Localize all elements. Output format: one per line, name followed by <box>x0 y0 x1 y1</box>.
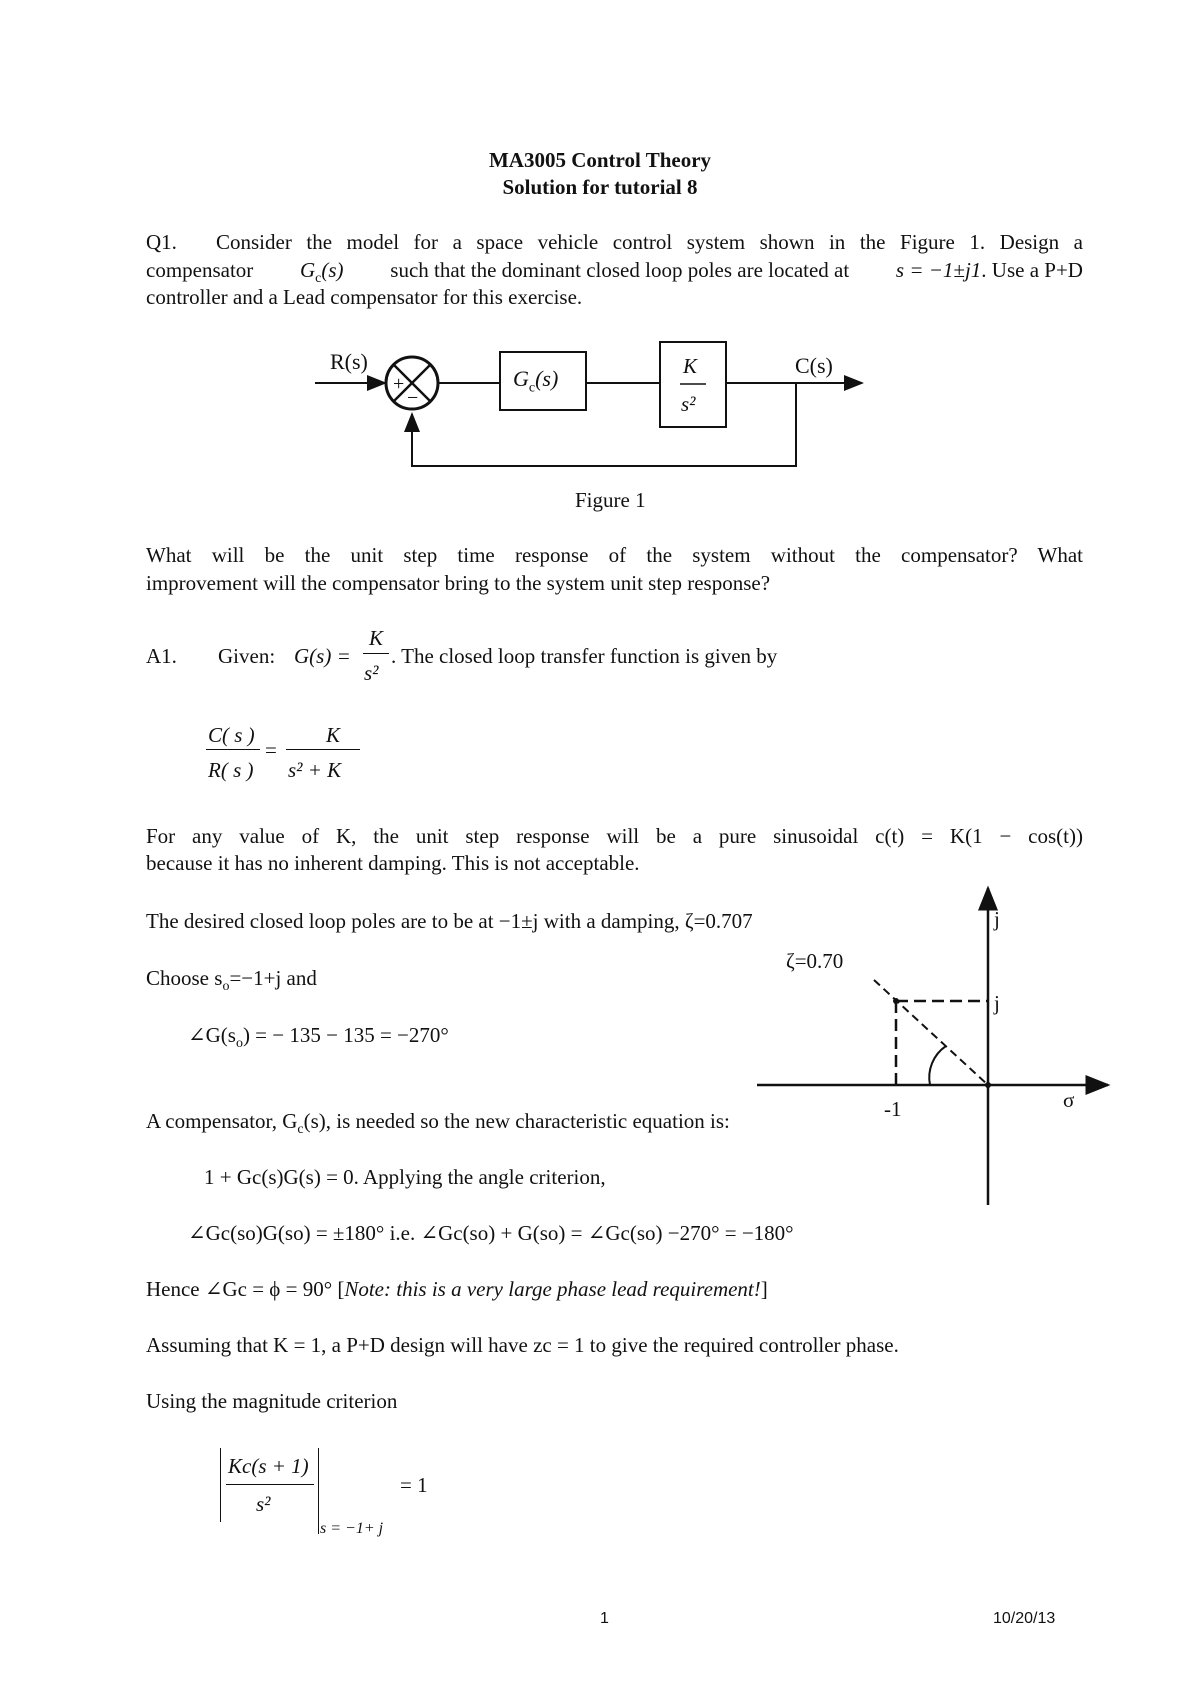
splane-minus-one: -1 <box>884 1097 902 1121</box>
angle-criterion-line: ∠Gc(so)G(so) = ±180° i.e. ∠Gc(so) + G(so) = ∠Gc(so) −270° = −180° <box>188 1221 794 1245</box>
input-label: R(s) <box>330 349 368 374</box>
question-poles-text: such that the dominant closed loop poles are located at <box>390 258 850 282</box>
assuming-line: Assuming that K = 1, a P+D design will have zc = 1 to give the required controller phase. <box>146 1333 899 1357</box>
answer-label: A1. <box>146 644 177 668</box>
question2-line-2: improvement will the compensator bring to the system unit step response? <box>146 571 771 595</box>
answer-closed-loop-text: . The closed loop transfer function is given by <box>391 644 778 668</box>
splane-zeta: ζ=0.70 <box>786 949 844 973</box>
tf-lhs-numerator: C( s ) <box>208 723 255 747</box>
hence-text: Hence ∠Gc = ϕ = 90° [ <box>146 1277 345 1301</box>
mag-fraction-bar <box>226 1484 314 1485</box>
angle-g-line: $\angle G(s_o)$ = − 135 − 135 = −270° <box>188 1023 449 1052</box>
char-eq-line: 1 + Gc(s)G(s) = 0. Applying the angle criterion, <box>204 1165 606 1189</box>
gc-symbol: $G_c(s)$ <box>300 258 344 287</box>
splane-j-top: j <box>994 907 1000 931</box>
question-poles-value: s = −1±j1 <box>895 258 982 282</box>
question2-line-1: What will be the unit step time response of the system without the compensator? What <box>146 543 1083 567</box>
gs-numerator: K <box>369 626 384 650</box>
choose-sub: o <box>222 979 230 995</box>
question-pd-text: . Use a P+D <box>981 258 1083 282</box>
angle-g-text: ∠G(s <box>188 1023 236 1047</box>
angle-arc <box>929 1046 946 1085</box>
gs-denominator: s² <box>364 661 379 685</box>
tf-rhs-bar <box>286 749 360 750</box>
desired-poles: The desired closed loop poles are to be at −1±j with a damping, ζ=0.707 <box>146 909 753 933</box>
mag-rhs: = 1 <box>400 1473 428 1497</box>
splane-j-mid: j <box>994 991 1000 1015</box>
gs-fraction-bar <box>363 653 389 654</box>
compensator-line: A compensator, $G_c(s)$, is needed so the new characteristic equation is: <box>146 1109 730 1138</box>
mag-bar-right <box>318 1448 319 1534</box>
footer-date: 10/20/13 <box>993 1610 1056 1627</box>
hence-end: ] <box>760 1277 768 1301</box>
choose-line <box>146 965 317 1000</box>
question-line-1: Consider the model for a space vehicle control system shown in the Figure 1. Design a <box>216 230 1083 254</box>
s-plane-plot <box>757 888 1108 1205</box>
hence-note: Note: this is a very large phase lead requirement! <box>344 1277 761 1301</box>
output-label: C(s) <box>795 353 833 378</box>
question-line-3: controller and a Lead compensator for this exercise. <box>146 285 583 309</box>
splane-sigma: σ <box>1063 1088 1075 1112</box>
step-line-2: because it has no inherent damping. This is not acceptable. <box>146 851 640 875</box>
minus-sign: − <box>407 387 419 409</box>
choose-text: Choose s <box>146 966 223 990</box>
figure-caption: Figure 1 <box>575 488 646 512</box>
tf-rhs-numerator: K <box>326 723 341 747</box>
page-title: MA3005 Control Theory <box>488 148 712 172</box>
compensator-rest: (s), is needed so the new characteristic equation is: <box>303 1109 730 1133</box>
angle-g-rest: ) = − 135 − 135 = −270° <box>242 1023 449 1047</box>
plant-numerator: K <box>683 354 698 378</box>
tf-equals: = <box>265 738 277 762</box>
mag-denominator: s² <box>256 1492 271 1516</box>
answer-given: Given: <box>218 644 276 668</box>
feedback-path <box>412 383 796 466</box>
magnitude-line: Using the magnitude criterion <box>146 1389 398 1413</box>
tf-lhs-bar <box>206 749 260 750</box>
page-subtitle: Solution for tutorial 8 <box>502 175 698 199</box>
pole-marker <box>893 998 899 1004</box>
mag-subscript: s = −1+ j <box>320 1520 384 1537</box>
controller-label: $G_c(s)$ <box>513 366 559 396</box>
mag-numerator: Kc(s + 1) <box>228 1454 309 1478</box>
plus-sign: + <box>393 373 405 395</box>
question-compensator-word: compensator <box>146 258 254 282</box>
tf-lhs-denominator: R( s ) <box>208 758 254 782</box>
step-line-1: For any value of K, the unit step response will be a pure sinusoidal c(t) = K(1 − cos(t)) <box>146 824 1083 848</box>
question-label: Q1. <box>146 230 177 254</box>
choose-rest: =−1+j and <box>229 966 317 990</box>
hence-line <box>146 1276 768 1303</box>
page-number: 1 <box>600 1610 609 1627</box>
gs-lhs: G(s) = <box>294 644 351 668</box>
tf-rhs-denominator: s² + K <box>288 758 342 782</box>
compensator-text: A compensator, G <box>146 1109 298 1133</box>
plant-denominator: s² <box>681 392 696 416</box>
mag-bar-left <box>220 1448 221 1522</box>
